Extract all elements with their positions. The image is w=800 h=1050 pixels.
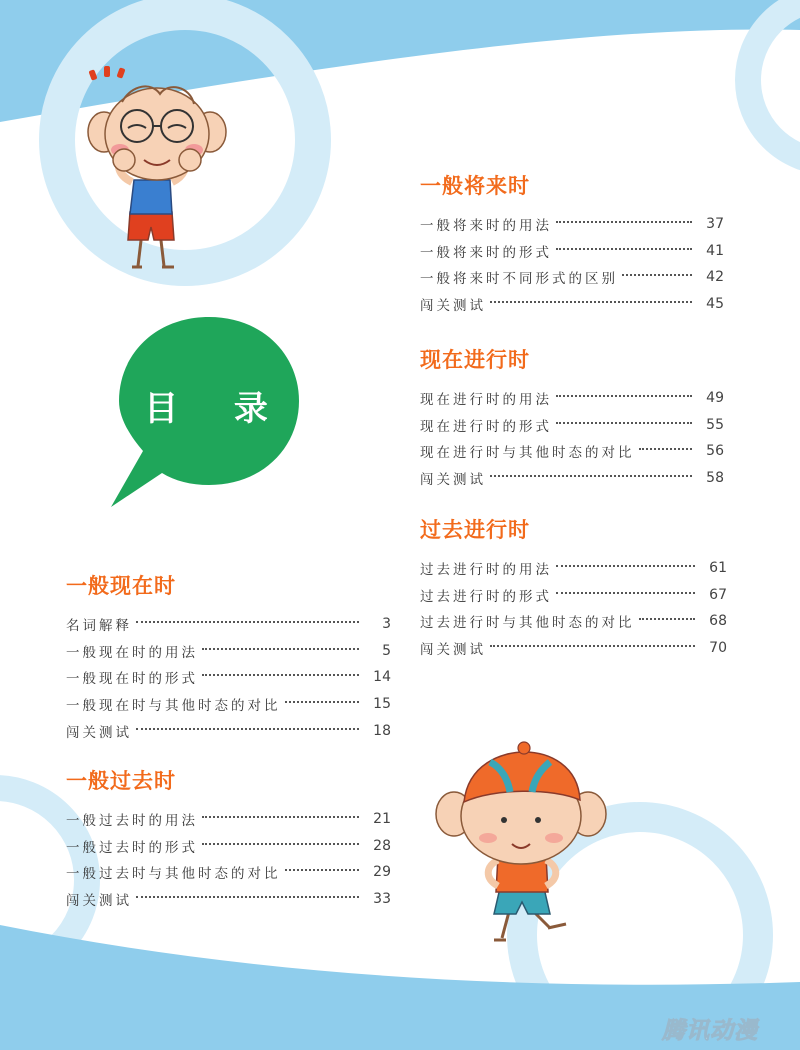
- toc-entry-page: 49: [706, 390, 724, 407]
- toc-entry-label: 过去进行时的用法: [420, 562, 552, 579]
- toc-entry-page: 18: [373, 722, 391, 739]
- toc-entry-page: 21: [373, 811, 391, 828]
- section-present-simple: [66, 571, 391, 744]
- toc-entry-label: 一般现在时与其他时态的对比: [66, 698, 281, 715]
- toc-entry[interactable]: [66, 664, 391, 691]
- toc-entry[interactable]: [66, 806, 391, 833]
- toc-entry-page: 3: [382, 616, 391, 633]
- toc-entry[interactable]: [420, 412, 724, 439]
- toc-entry-label: 名词解释: [66, 618, 132, 635]
- dot-leader: [136, 896, 359, 898]
- toc-entry[interactable]: [66, 611, 391, 638]
- dot-leader: [622, 274, 692, 276]
- section-title: 现在进行时: [420, 348, 530, 372]
- toc-entry[interactable]: [420, 211, 724, 238]
- toc-entry-page: 56: [706, 443, 724, 460]
- section-title: 一般过去时: [66, 769, 176, 793]
- section-past-continuous: [420, 515, 727, 661]
- section-title: 一般将来时: [420, 174, 530, 198]
- toc-entry-page: 68: [709, 613, 727, 630]
- dot-leader: [490, 645, 695, 647]
- toc-entry[interactable]: [66, 833, 391, 860]
- dot-leader: [202, 648, 359, 650]
- toc-entry-label: 闯关测试: [66, 893, 132, 910]
- toc-entry[interactable]: [66, 886, 391, 913]
- dot-leader: [490, 475, 692, 477]
- toc-entry-page: 41: [706, 242, 724, 259]
- dot-leader: [136, 728, 359, 730]
- dot-leader: [556, 592, 695, 594]
- section-present-continuous: [420, 345, 724, 491]
- toc-entry-label: 一般将来时的形式: [420, 244, 552, 261]
- dot-leader: [490, 301, 692, 303]
- dot-leader: [556, 565, 695, 567]
- dot-leader: [136, 621, 359, 623]
- toc-entry-page: 58: [706, 470, 724, 487]
- toc-entry-label: 闯关测试: [420, 298, 486, 315]
- toc-entry[interactable]: [66, 717, 391, 744]
- toc-entry-page: 28: [373, 837, 391, 854]
- toc-entry-label: 闯关测试: [420, 642, 486, 659]
- dot-leader: [556, 221, 692, 223]
- toc-entry-label: 一般过去时的形式: [66, 839, 198, 856]
- toc-entry-label: 一般现在时的形式: [66, 671, 198, 688]
- toc-entry[interactable]: [420, 291, 724, 318]
- dot-leader: [556, 422, 692, 424]
- toc-entry[interactable]: [420, 264, 724, 291]
- toc-entry-page: 33: [373, 891, 391, 908]
- toc-entry-label: 一般现在时的用法: [66, 644, 198, 661]
- section-title: 过去进行时: [420, 518, 530, 542]
- section-future-simple: [420, 171, 724, 317]
- toc-entry-page: 55: [706, 416, 724, 433]
- toc-entry[interactable]: [420, 635, 727, 662]
- toc-entry[interactable]: [420, 582, 727, 609]
- toc-entry-page: 42: [706, 269, 724, 286]
- toc-entry-page: 70: [709, 640, 727, 657]
- toc-entry-label: 一般将来时不同形式的区别: [420, 271, 618, 288]
- toc-entry-page: 14: [373, 669, 391, 686]
- toc-entry-page: 45: [706, 296, 724, 313]
- toc-entry-label: 一般过去时与其他时态的对比: [66, 866, 281, 883]
- toc-entry[interactable]: [420, 385, 724, 412]
- toc-entry[interactable]: [420, 465, 724, 492]
- boy-with-cap-illustration: [432, 738, 610, 950]
- toc-entry-page: 67: [709, 586, 727, 603]
- dot-leader: [202, 843, 359, 845]
- toc-entry-label: 现在进行时与其他时态的对比: [420, 445, 635, 462]
- dot-leader: [556, 395, 692, 397]
- toc-entry[interactable]: [420, 438, 724, 465]
- dot-leader: [556, 248, 692, 250]
- toc-entry-page: 37: [706, 216, 724, 233]
- toc-entry-page: 5: [382, 642, 391, 659]
- contents-title: 目 录: [144, 388, 290, 429]
- dot-leader: [285, 701, 360, 703]
- toc-entry-page: 29: [373, 864, 391, 881]
- toc-entry-label: 一般将来时的用法: [420, 218, 552, 235]
- dot-leader: [202, 816, 359, 818]
- toc-entry-page: 15: [373, 696, 391, 713]
- section-past-simple: [66, 766, 391, 912]
- toc-entry[interactable]: [420, 555, 727, 582]
- smiling-boy-illustration: [82, 62, 232, 277]
- toc-entry[interactable]: [66, 691, 391, 718]
- section-title: 一般现在时: [66, 574, 176, 598]
- toc-entry-label: 一般过去时的用法: [66, 813, 198, 830]
- dot-leader: [639, 448, 693, 450]
- toc-entry-label: 闯关测试: [420, 472, 486, 489]
- toc-entry-page: 61: [709, 560, 727, 577]
- dot-leader: [639, 618, 696, 620]
- toc-entry-label: 现在进行时的用法: [420, 392, 552, 409]
- toc-entry[interactable]: [66, 859, 391, 886]
- toc-entry[interactable]: [420, 238, 724, 265]
- toc-entry[interactable]: [66, 638, 391, 665]
- toc-entry-label: 闯关测试: [66, 724, 132, 741]
- watermark-logo: 腾讯动漫: [662, 1018, 758, 1044]
- dot-leader: [285, 869, 360, 871]
- toc-entry[interactable]: [420, 608, 727, 635]
- toc-entry-label: 现在进行时的形式: [420, 418, 552, 435]
- dot-leader: [202, 674, 359, 676]
- toc-entry-label: 过去进行时的形式: [420, 588, 552, 605]
- toc-entry-label: 过去进行时与其他时态的对比: [420, 615, 635, 632]
